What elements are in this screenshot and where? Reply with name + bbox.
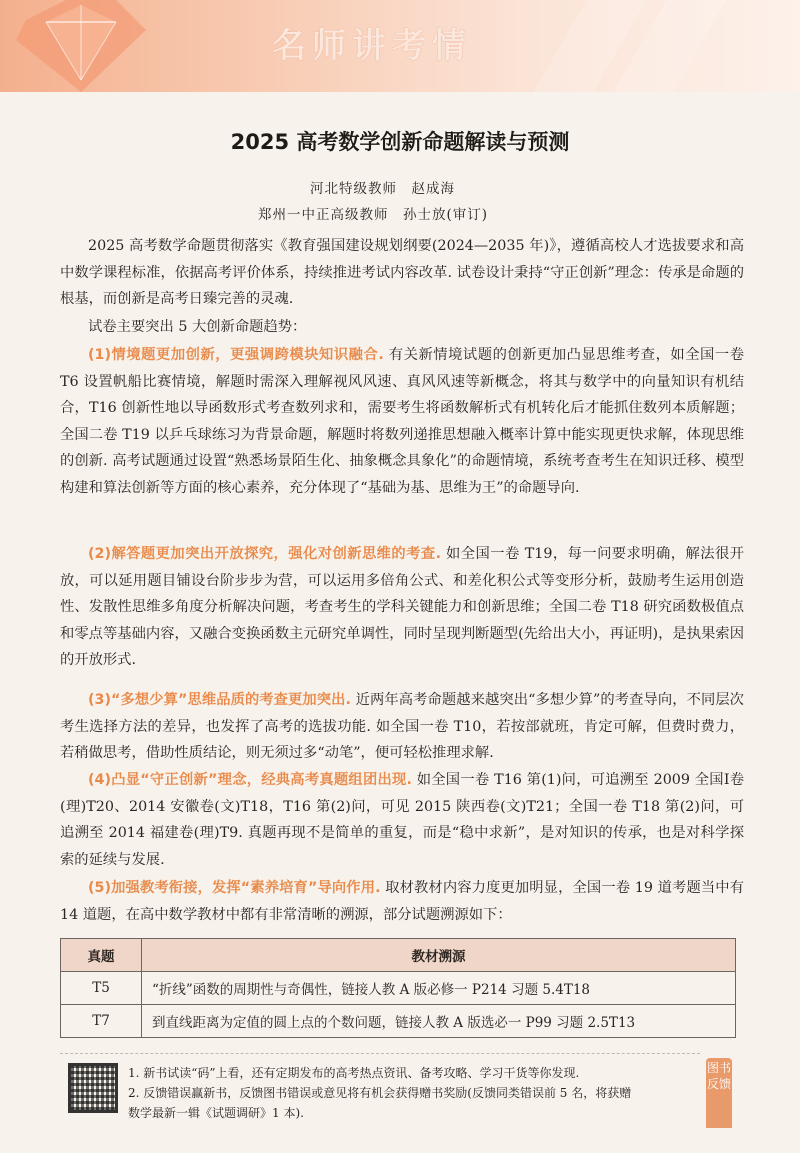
table-cell-question: T7 xyxy=(61,1005,142,1038)
diamond-icon xyxy=(6,0,156,92)
column-title: 名师讲考情 xyxy=(272,26,472,66)
footer-divider xyxy=(60,1053,700,1054)
intro-paragraph: 2025 高考数学命题贯彻落实《教育强国建设规划纲要(2024—2035 年)》，遵循高校人才选拔要求和高中数学课程标准，依据高考评价体系，持续推进考试内容改革. 试卷设计秉持“守正创新”理念：传承是命题的根基，而创新是高考日臻完善的灵魂. xyxy=(60,238,744,307)
trend-heading: (5)加强教考衔接，发挥“素养培育”导向作用. xyxy=(88,880,381,896)
footer-note-1: 1. 新书试读“码”上看，还有定期发布的高考热点资讯、备考攻略、学习干货等你发现. xyxy=(128,1066,580,1080)
article-title: 2025 高考数学创新命题解读与预测 xyxy=(230,130,570,154)
trend-body: 有关新情境试题的创新更加凸显思维考查，如全国一卷 T6 设置帆船比赛情境，解题时需深入理解视风风速、真风风速等新概念，将其与数学中的向量知识有机结合，T16 创新性地以导函数形式考查数列求和，需要考生将函数解析式有机转化后才能抓住数列本质解题；全国二卷 T19 以乒乓球练习为背景命题，解题时将数列递推思想融入概率计算中能实现更快求解，体现思维的创新. 高考试题通过设置“熟悉场景陌生化、抽象概念具象化”的命题情境，系统考查考生在知识迁移、模型构建和算法创新等方面的核心素养，充分体现了“基础为基、思维为王”的命题导向. xyxy=(60,347,744,496)
column-banner xyxy=(0,0,800,92)
trend-paragraph-2 xyxy=(60,541,744,674)
trend-heading: (1)情境题更加创新，更强调跨模块知识融合. xyxy=(88,347,384,363)
table-header-row xyxy=(61,939,736,972)
trend-paragraph-4 xyxy=(60,767,744,873)
trend-body: 如全国一卷 T19，每一问要求明确，解法很开放，可以延用题目铺设台阶步步为营，可以运用多倍角公式、和差化积公式等变形分析，鼓励考生运用创造性、发散性思维多角度分析解决问题，考查考生的学科关键能力和创新思维；全国二卷 T18 研究函数极值点和零点等基础内容，又融合变换函数主元研究单调性，同时呈现判断题型(先给出大小，再证明)，是执果索因的开放形式. xyxy=(60,546,744,668)
trend-heading: (4)凸显“守正创新”理念，经典高考真题组团出现. xyxy=(88,772,412,788)
reviewer-line: 郑州一中正高级教师 孙士放(审订) xyxy=(258,207,489,223)
trend-body: 近两年高考命题越来越突出“多想少算”的考查导向，不同层次考生选择方法的差异，也发挥了高考的选拔功能. 如全国一卷 T10，若按部就班，肯定可解，但费时费力，若稍做思考，借助性质结论，则无须过多“动笔”，便可轻松推理求解. xyxy=(60,692,744,761)
source-table xyxy=(60,938,736,1038)
table-row xyxy=(61,972,736,1005)
trend-heading: (2)解答题更加突出开放探究，强化对创新思维的考查. xyxy=(88,546,442,562)
trend-body: 如全国一卷 T16 第(1)问，可追溯至 2009 全国Ⅰ卷(理)T20、2014 安徽卷(文)T18，T16 第(2)问，可见 2015 陕西卷(文)T21；全国一卷 T18 第(2)问，可追溯至 2014 福建卷(理)T9. 真题再现不是简单的重复，而是“稳中求新”，是对知识的传承，也是对科学探索的延续与发展. xyxy=(60,772,745,868)
feedback-tab[interactable]: 图书反馈 xyxy=(706,1058,732,1128)
table-cell-source: 到直线距离为定值的圆上点的个数问题，链接人教 A 版选必一 P99 习题 2.5T13 xyxy=(142,1005,736,1038)
trend-intro: 试卷主要突出 5 大创新命题趋势： xyxy=(88,319,307,335)
trend-body: 取材教材内容力度更加明显，全国一卷 19 道考题当中有 14 道题，在高中数学教材中都有非常清晰的溯源，部分试题溯源如下： xyxy=(60,880,744,923)
column-header-question: 真题 xyxy=(61,939,142,972)
qr-code-icon[interactable] xyxy=(68,1063,118,1113)
column-header-source: 教材溯源 xyxy=(142,939,736,972)
trend-paragraph-3 xyxy=(60,687,744,767)
footer-note-2-cont: 数学最新一辑《试题调研》1 本). xyxy=(128,1106,304,1120)
footer-note-2: 2. 反馈错误赢新书，反馈图书错误或意见将有机会获得赠书奖励(反馈同类错误前 5 名，将获赠 xyxy=(128,1086,632,1100)
table-row xyxy=(61,1005,736,1038)
author-line: 河北特级教师 赵成海 xyxy=(310,181,455,197)
trend-heading: (3)“多想少算”思维品质的考查更加突出. xyxy=(88,692,351,708)
table-cell-question: T5 xyxy=(61,972,142,1005)
trend-paragraph-1 xyxy=(60,342,744,501)
trend-paragraph-5 xyxy=(60,875,744,928)
table-cell-source: “折线”函数的周期性与奇偶性，链接人教 A 版必修一 P214 习题 5.4T18 xyxy=(142,972,736,1005)
